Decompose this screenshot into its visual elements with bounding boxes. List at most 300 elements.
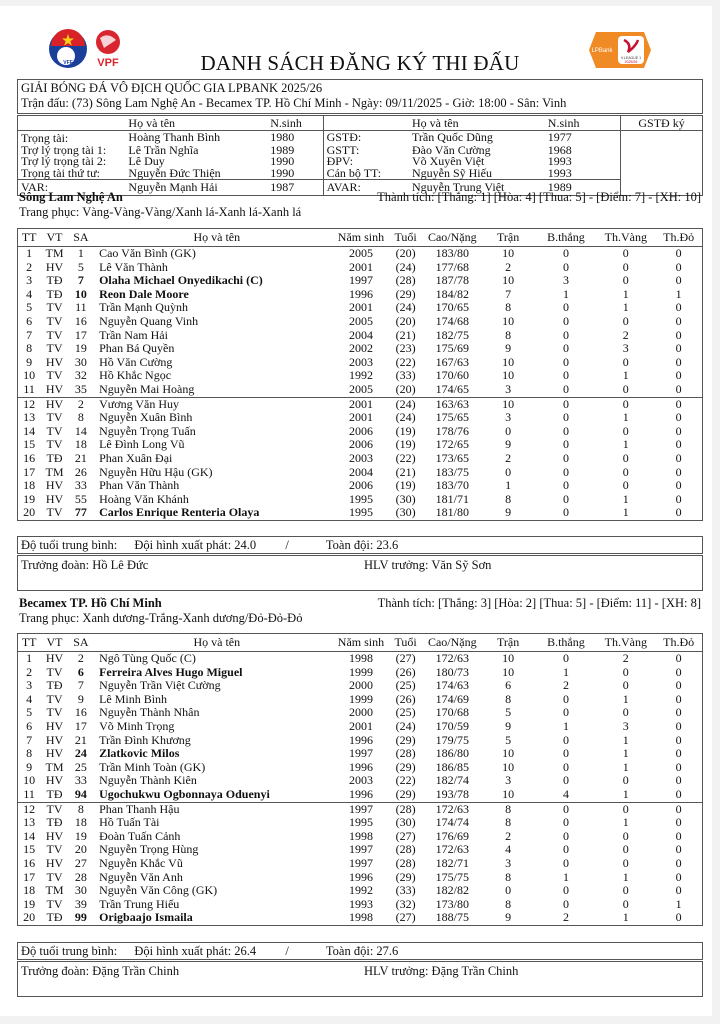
player-birth: 1996 xyxy=(348,869,373,884)
player-hw: 172/63 xyxy=(435,651,469,665)
player-goals: 0 xyxy=(562,381,569,396)
player-goals: 0 xyxy=(536,802,597,816)
player-matches: 10 xyxy=(502,759,515,774)
player-yellow: 0 xyxy=(622,381,629,396)
official-role: Trọng tài thứ tư: xyxy=(21,165,100,180)
player-tt: 18 xyxy=(23,478,36,493)
player-age: (29) xyxy=(395,286,416,301)
player-sa: 7 xyxy=(77,678,84,693)
col-birth: Năm sinh xyxy=(335,634,388,652)
player-sa: 6 xyxy=(77,664,84,679)
player-matches: 9 xyxy=(505,437,512,452)
player-matches: 0 xyxy=(505,423,512,438)
player-yellow: 0 xyxy=(622,855,629,870)
player-vt: TV xyxy=(46,505,63,520)
player-birth: 2001 xyxy=(335,397,388,411)
player-name: Phan Thanh Hậu xyxy=(93,802,335,816)
col-sa: SA xyxy=(69,634,93,652)
player-age: (25) xyxy=(395,705,416,720)
player-vt: TĐ xyxy=(46,786,63,801)
player-hw: 175/75 xyxy=(435,869,469,884)
player-age: (28) xyxy=(395,746,416,761)
official-birth: 1990 xyxy=(267,156,323,168)
player-row xyxy=(18,452,702,466)
player-name: Lê Đình Long Vũ xyxy=(99,437,185,452)
player-yellow: 0 xyxy=(622,842,629,857)
player-row xyxy=(18,438,702,452)
player-red: 0 xyxy=(675,259,682,274)
officials-header-name-2: Họ và tên xyxy=(409,116,545,131)
player-age: (24) xyxy=(395,718,416,733)
col-red: Th.Đỏ xyxy=(655,634,702,652)
player-age: (19) xyxy=(395,478,416,493)
player-sa: 18 xyxy=(74,437,87,452)
player-yellow: 1 xyxy=(622,368,629,383)
avg-label: Độ tuổi trung bình: xyxy=(21,944,118,958)
col-height-weight: Cao/Nặng xyxy=(424,634,481,652)
player-red: 0 xyxy=(675,842,682,857)
svg-text:VFF: VFF xyxy=(63,60,73,66)
player-sa: 20 xyxy=(74,842,87,857)
player-goals: 0 xyxy=(562,300,569,315)
player-goals: 0 xyxy=(562,883,569,898)
player-hw: 175/69 xyxy=(435,341,469,356)
player-birth: 1992 xyxy=(348,368,373,383)
player-name: Olaha Michael Onyedikachi (C) xyxy=(99,273,263,288)
player-matches: 8 xyxy=(505,815,512,830)
player-tt: 6 xyxy=(26,313,33,328)
player-birth: 2000 xyxy=(348,678,373,693)
col-height-weight: Cao/Nặng xyxy=(424,229,481,247)
player-matches: 5 xyxy=(505,732,512,747)
staff-row xyxy=(17,555,703,591)
player-red: 0 xyxy=(675,910,682,925)
player-vt: TM xyxy=(45,464,64,479)
player-vt: TĐ xyxy=(46,450,63,465)
player-row xyxy=(18,693,702,707)
player-birth: 1995 xyxy=(348,505,373,520)
official-name: Trần Quốc Dũng xyxy=(411,130,493,144)
player-age: (19) xyxy=(395,437,416,452)
player-sa: 8 xyxy=(77,410,84,425)
player-tt: 15 xyxy=(23,842,36,857)
player-birth: 1996 xyxy=(348,286,373,301)
player-birth: 1997 xyxy=(348,746,373,761)
player-matches: 9 xyxy=(505,505,512,520)
player-name: Carlos Enrique Renteria Olaya xyxy=(99,505,260,520)
player-tt: 3 xyxy=(26,273,33,288)
player-goals: 2 xyxy=(562,910,569,925)
player-birth: 2004 xyxy=(348,327,373,342)
col-vt: VT xyxy=(40,229,68,247)
player-name: Phan Văn Thành xyxy=(99,478,180,493)
player-matches: 10 xyxy=(481,397,536,411)
player-red: 0 xyxy=(675,450,682,465)
player-birth: 2001 xyxy=(348,718,373,733)
player-row xyxy=(18,506,702,520)
player-age: (32) xyxy=(395,896,416,911)
player-vt: TV xyxy=(46,664,63,679)
player-vt: TM xyxy=(45,246,64,260)
player-tt: 9 xyxy=(26,354,33,369)
player-yellow: 0 xyxy=(622,450,629,465)
player-row xyxy=(18,493,702,507)
player-red: 0 xyxy=(675,746,682,761)
player-tt: 18 xyxy=(23,883,36,898)
player-yellow: 3 xyxy=(622,341,629,356)
player-row xyxy=(18,261,702,275)
player-hw: 170/68 xyxy=(435,705,469,720)
player-red: 0 xyxy=(675,883,682,898)
player-hw: 182/82 xyxy=(435,883,469,898)
col-tt: TT xyxy=(18,634,40,652)
official-birth: 1989 xyxy=(267,145,323,157)
official-role: Trọng tài: xyxy=(21,131,69,145)
player-birth: 2002 xyxy=(348,341,373,356)
player-matches: 9 xyxy=(505,910,512,925)
player-row xyxy=(18,315,702,329)
player-red: 0 xyxy=(675,368,682,383)
player-hw: 178/76 xyxy=(435,423,469,438)
player-row xyxy=(18,397,702,411)
player-yellow: 0 xyxy=(596,802,655,816)
official-role: GSTT: xyxy=(326,142,360,157)
player-yellow: 0 xyxy=(622,678,629,693)
player-row xyxy=(18,425,702,439)
player-tt: 11 xyxy=(23,381,35,396)
player-tt: 12 xyxy=(18,802,40,816)
player-birth: 1995 xyxy=(348,815,373,830)
player-age: (25) xyxy=(395,678,416,693)
player-name: Hồ Khắc Ngọc xyxy=(99,368,172,383)
player-red: 0 xyxy=(675,300,682,315)
player-birth: 1998 xyxy=(348,828,373,843)
player-yellow: 1 xyxy=(622,815,629,830)
player-goals: 0 xyxy=(562,259,569,274)
player-vt: TV xyxy=(46,410,63,425)
official-birth: 1987 xyxy=(267,180,323,196)
player-age: (21) xyxy=(395,327,416,342)
page-title: DANH SÁCH ĐĂNG KÝ THI ĐẤU xyxy=(200,51,520,75)
player-name: Võ Minh Trọng xyxy=(99,718,175,733)
col-yellow: Th.Vàng xyxy=(596,229,655,247)
player-age: (20) xyxy=(395,313,416,328)
player-hw: 186/80 xyxy=(435,746,469,761)
player-goals: 0 xyxy=(562,410,569,425)
average-age-row xyxy=(17,536,703,554)
official-name: Lê Trần Nghĩa xyxy=(128,142,199,157)
player-name: Nguyễn Mai Hoàng xyxy=(99,381,195,396)
player-goals: 0 xyxy=(562,651,569,665)
player-name: Nguyễn Khắc Vũ xyxy=(99,855,183,870)
average-age-row xyxy=(17,942,703,960)
player-red: 0 xyxy=(675,869,682,884)
player-name: Hoàng Văn Khánh xyxy=(99,491,189,506)
player-hw: 174/65 xyxy=(435,381,469,396)
player-row xyxy=(18,788,702,802)
player-hw: 175/65 xyxy=(435,410,469,425)
player-matches: 1 xyxy=(505,478,512,493)
player-birth: 1993 xyxy=(348,896,373,911)
competition-name: GIẢI BÓNG ĐÁ VÔ ĐỊCH QUỐC GIA LPBANK 2025/26 xyxy=(21,81,323,95)
player-sa: 17 xyxy=(74,327,87,342)
player-age: (27) xyxy=(395,828,416,843)
player-row xyxy=(18,329,702,343)
player-vt: TV xyxy=(46,327,63,342)
document-page xyxy=(0,6,712,1016)
player-vt: TĐ xyxy=(46,815,63,830)
match-info-box xyxy=(17,79,703,114)
player-sa: 77 xyxy=(74,505,87,520)
player-goals: 1 xyxy=(562,718,569,733)
player-row xyxy=(18,911,702,925)
player-yellow: 0 xyxy=(622,883,629,898)
official-row xyxy=(18,145,703,157)
player-row xyxy=(18,830,702,844)
player-goals: 0 xyxy=(562,327,569,342)
player-name: Reon Dale Moore xyxy=(99,286,189,301)
player-age: (24) xyxy=(395,410,416,425)
player-hw: 163/63 xyxy=(424,397,481,411)
avg-separator: / xyxy=(285,538,289,552)
player-vt: HV xyxy=(45,746,64,761)
col-goals: B.thắng xyxy=(536,229,597,247)
player-sa: 16 xyxy=(74,705,87,720)
player-red: 0 xyxy=(675,478,682,493)
player-matches: 6 xyxy=(505,678,512,693)
player-yellow: 3 xyxy=(622,718,629,733)
player-birth: 2003 xyxy=(348,450,373,465)
official-row xyxy=(18,131,703,145)
player-tt: 3 xyxy=(26,678,33,693)
player-hw: 186/85 xyxy=(435,759,469,774)
player-row xyxy=(18,383,702,397)
player-age: (27) xyxy=(395,651,416,665)
player-goals: 0 xyxy=(562,759,569,774)
official-name: Nguyễn Mạnh Hải xyxy=(125,180,267,196)
player-goals: 1 xyxy=(562,869,569,884)
player-age: (24) xyxy=(387,397,424,411)
player-matches: 9 xyxy=(505,718,512,733)
player-age: (21) xyxy=(395,464,416,479)
player-yellow: 0 xyxy=(622,478,629,493)
player-goals: 0 xyxy=(562,313,569,328)
svg-text:LPBank: LPBank xyxy=(591,48,613,54)
col-tt: TT xyxy=(18,229,40,247)
player-hw: 174/69 xyxy=(435,691,469,706)
player-sa: 2 xyxy=(77,651,84,665)
player-tt: 4 xyxy=(26,691,33,706)
player-vt: HV xyxy=(45,732,64,747)
player-yellow: 1 xyxy=(622,786,629,801)
player-goals: 0 xyxy=(562,705,569,720)
player-yellow: 0 xyxy=(622,773,629,788)
player-yellow: 1 xyxy=(622,759,629,774)
player-birth: 2005 xyxy=(348,313,373,328)
player-tt: 16 xyxy=(23,855,36,870)
official-name: Lê Duy xyxy=(128,154,165,168)
player-birth: 2005 xyxy=(348,246,373,260)
player-red: 0 xyxy=(675,678,682,693)
player-sa: 33 xyxy=(74,773,87,788)
player-red: 0 xyxy=(675,855,682,870)
player-sa: 24 xyxy=(74,746,87,761)
col-matches: Trận xyxy=(481,229,536,247)
col-matches: Trận xyxy=(481,634,536,652)
player-sa: 21 xyxy=(74,450,87,465)
player-age: (24) xyxy=(395,259,416,274)
player-sa: 28 xyxy=(74,869,87,884)
player-tt: 19 xyxy=(23,491,36,506)
officials-header-birth-2: N.sinh xyxy=(545,116,621,131)
col-name: Họ và tên xyxy=(93,229,335,247)
player-goals: 0 xyxy=(562,732,569,747)
player-sa: 99 xyxy=(74,910,87,925)
player-sa: 16 xyxy=(74,313,87,328)
player-name: Hồ Văn Cường xyxy=(99,354,173,369)
player-row xyxy=(18,247,702,261)
player-red: 0 xyxy=(675,423,682,438)
player-hw: 181/71 xyxy=(435,491,469,506)
player-goals: 0 xyxy=(562,423,569,438)
player-age: (29) xyxy=(395,869,416,884)
player-hw: 173/80 xyxy=(435,896,469,911)
player-tt: 16 xyxy=(23,450,36,465)
official-row xyxy=(18,168,703,180)
player-yellow: 1 xyxy=(622,286,629,301)
player-red: 0 xyxy=(675,464,682,479)
player-birth: 1997 xyxy=(348,842,373,857)
official-birth: 1989 xyxy=(545,180,621,196)
official-role: Trợ lý trọng tài 2: xyxy=(21,154,107,168)
official-birth: 1980 xyxy=(267,131,323,145)
player-vt: TV xyxy=(46,869,63,884)
player-age: (19) xyxy=(395,423,416,438)
player-tt: 13 xyxy=(23,410,36,425)
player-vt: TV xyxy=(40,802,68,816)
player-goals: 0 xyxy=(562,246,569,260)
player-yellow: 1 xyxy=(622,746,629,761)
player-goals: 0 xyxy=(562,341,569,356)
player-tt: 11 xyxy=(23,786,35,801)
official-birth: 1977 xyxy=(545,131,621,145)
player-matches: 10 xyxy=(502,664,515,679)
player-yellow: 0 xyxy=(622,896,629,911)
avg-separator: / xyxy=(285,944,289,958)
player-name: Nguyễn Văn Anh xyxy=(99,869,183,884)
player-name: Trần Đình Khương xyxy=(99,732,191,747)
player-birth: 1999 xyxy=(348,664,373,679)
official-name: Đào Văn Cường xyxy=(411,142,491,157)
player-name: Cao Văn Bình (GK) xyxy=(99,246,196,260)
player-goals: 0 xyxy=(562,855,569,870)
player-yellow: 2 xyxy=(622,651,629,665)
player-sa: 18 xyxy=(74,815,87,830)
col-yellow: Th.Vàng xyxy=(596,634,655,652)
player-red: 0 xyxy=(675,705,682,720)
player-name: Ngô Tùng Quốc (C) xyxy=(99,651,196,665)
player-sa: 55 xyxy=(74,491,87,506)
player-sa: 1 xyxy=(77,246,84,260)
player-age: (20) xyxy=(395,381,416,396)
player-age: (22) xyxy=(395,773,416,788)
player-sa: 17 xyxy=(74,718,87,733)
player-vt: HV xyxy=(45,381,64,396)
player-vt: HV xyxy=(45,651,64,665)
player-matches: 10 xyxy=(502,354,515,369)
player-matches: 8 xyxy=(505,491,512,506)
player-goals: 1 xyxy=(562,664,569,679)
official-role: Cán bộ TT: xyxy=(326,165,382,180)
player-row xyxy=(18,774,702,788)
player-tt: 2 xyxy=(26,259,33,274)
player-birth: 2005 xyxy=(348,381,373,396)
player-hw: 182/75 xyxy=(435,327,469,342)
player-birth: 2001 xyxy=(348,300,373,315)
player-sa: 35 xyxy=(74,381,87,396)
official-birth: 1993 xyxy=(545,168,621,180)
player-row xyxy=(18,747,702,761)
player-goals: 0 xyxy=(562,354,569,369)
player-sa: 30 xyxy=(74,354,87,369)
player-tt: 20 xyxy=(23,505,36,520)
player-vt: TV xyxy=(46,705,63,720)
player-age: (28) xyxy=(387,802,424,816)
player-birth: 2000 xyxy=(348,705,373,720)
player-matches: 10 xyxy=(502,786,515,801)
player-hw: 170/59 xyxy=(435,718,469,733)
player-hw: 179/75 xyxy=(435,732,469,747)
player-tt: 7 xyxy=(26,327,33,342)
player-yellow: 1 xyxy=(622,910,629,925)
roster-table xyxy=(17,228,703,521)
player-name: Nguyễn Trần Việt Cường xyxy=(99,678,221,693)
official-name: Nguyễn Đức Thiện xyxy=(128,165,221,180)
official-role: GSTĐ: xyxy=(326,130,362,144)
player-matches: 8 xyxy=(505,869,512,884)
player-goals: 0 xyxy=(562,450,569,465)
official-name: Nguyễn Trung Việt xyxy=(409,180,545,196)
player-age: (26) xyxy=(395,664,416,679)
player-age: (29) xyxy=(395,786,416,801)
player-yellow: 2 xyxy=(622,327,629,342)
player-red: 1 xyxy=(675,286,682,301)
player-yellow: 0 xyxy=(622,464,629,479)
team-name: Becamex TP. Hồ Chí Minh xyxy=(19,596,162,610)
player-birth: 1992 xyxy=(348,883,373,898)
player-tt: 1 xyxy=(26,651,33,665)
player-name: Lê Minh Bình xyxy=(99,691,168,706)
col-name: Họ và tên xyxy=(93,634,335,652)
player-birth: 1996 xyxy=(348,786,373,801)
player-matches: 9 xyxy=(505,341,512,356)
player-yellow: 1 xyxy=(622,491,629,506)
player-red: 0 xyxy=(675,273,682,288)
player-age: (30) xyxy=(395,815,416,830)
player-birth: 1995 xyxy=(348,491,373,506)
player-tt: 19 xyxy=(23,896,36,911)
player-name: Nguyễn Thành Nhân xyxy=(99,705,200,720)
player-age: (28) xyxy=(395,855,416,870)
player-vt: TĐ xyxy=(46,678,63,693)
player-sa: 11 xyxy=(75,300,87,315)
player-sa: 19 xyxy=(74,828,87,843)
player-name: Nguyễn Thành Kiên xyxy=(99,773,197,788)
player-goals: 0 xyxy=(562,896,569,911)
player-row xyxy=(18,857,702,871)
player-yellow: 0 xyxy=(622,313,629,328)
player-vt: TM xyxy=(45,759,64,774)
